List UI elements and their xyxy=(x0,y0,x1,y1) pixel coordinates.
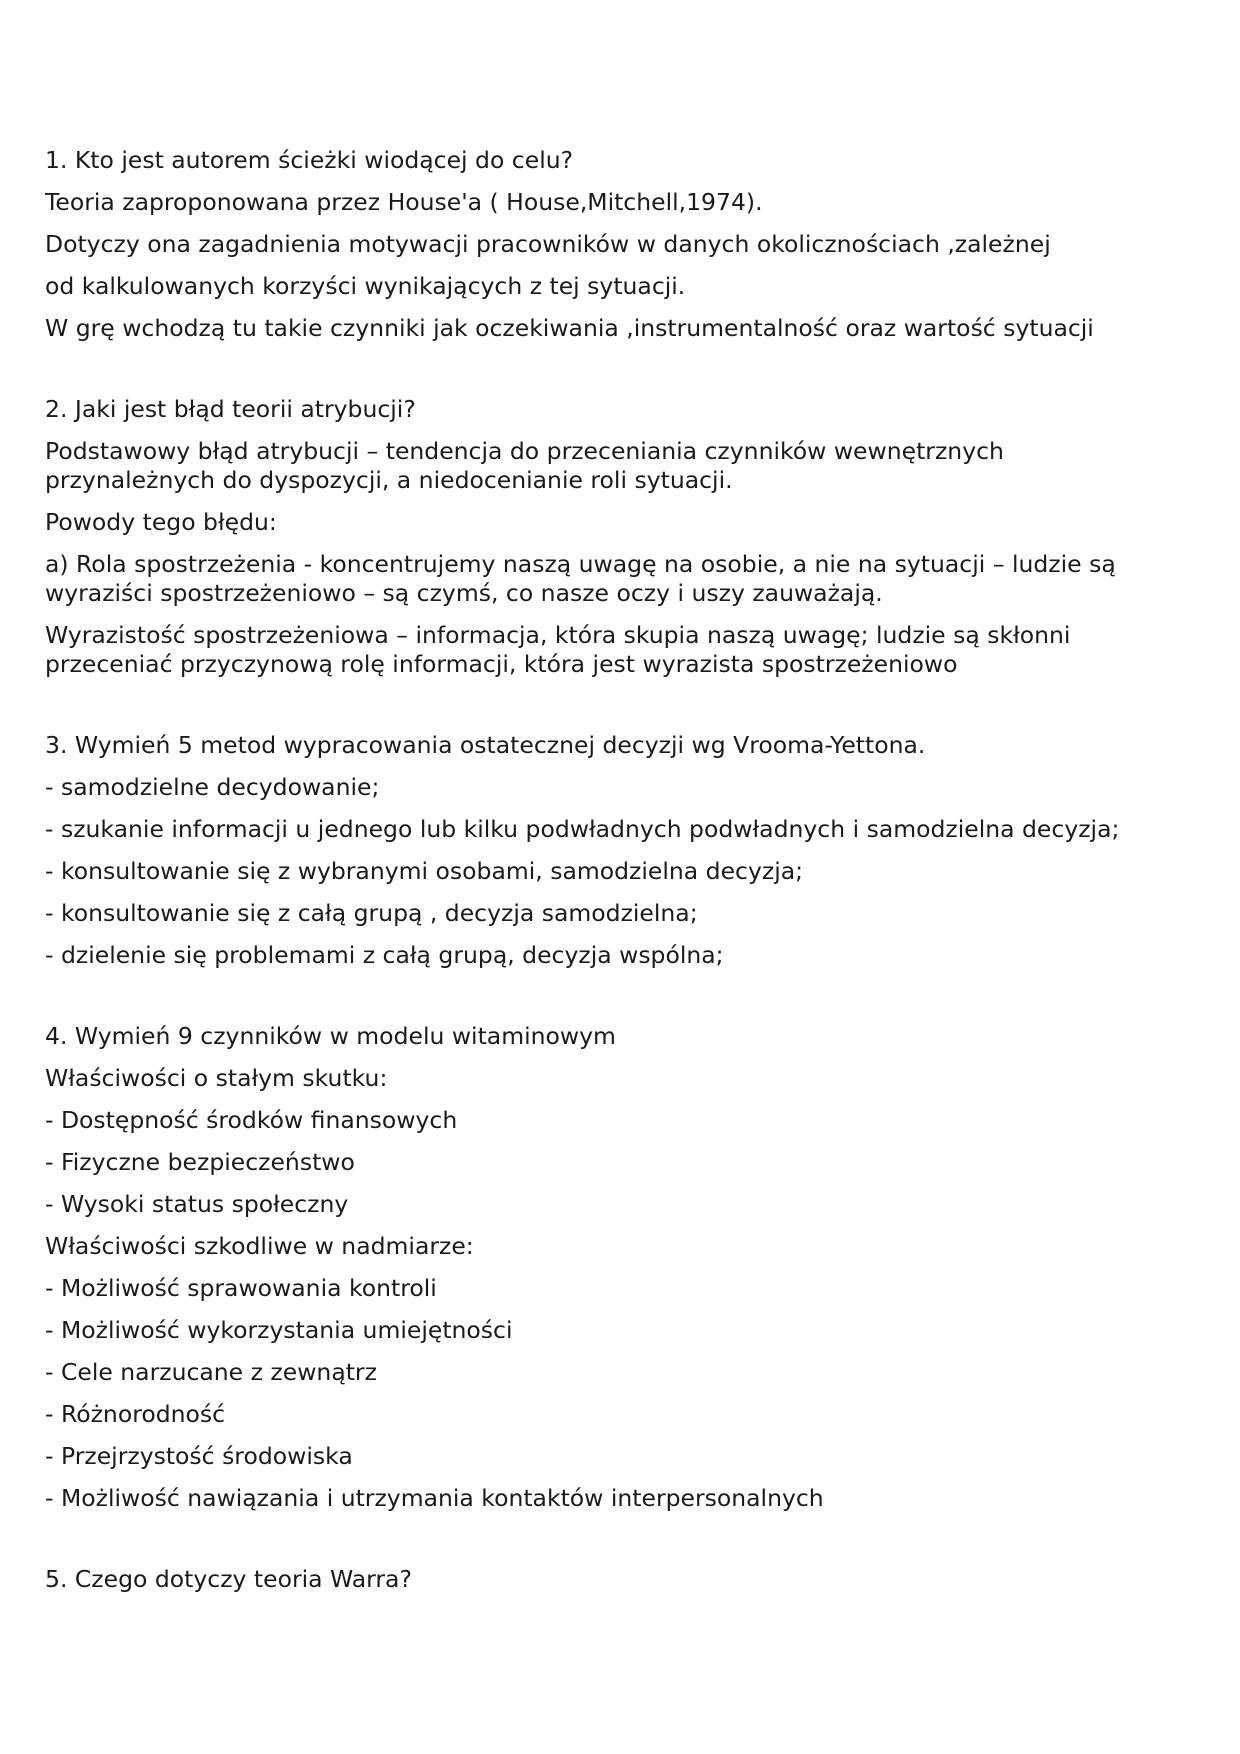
list-item: - szukanie informacji u jednego lub kilku podwładnych podwładnych i samodzielna decyzja; xyxy=(45,815,1120,843)
list-item: - Możliwość wykorzystania umiejętności xyxy=(45,1316,513,1344)
paragraph-line: przynależnych do dyspozycji, a niedocenianie roli sytuacji. xyxy=(45,466,733,494)
list-item: - Możliwość sprawowania kontroli xyxy=(45,1274,437,1302)
list-item: - Fizyczne bezpieczeństwo xyxy=(45,1148,355,1176)
paragraph-line: Podstawowy błąd atrybucji – tendencja do przeceniania czynników wewnętrznych xyxy=(45,437,1004,465)
section-gap xyxy=(45,356,1215,395)
section-2 xyxy=(45,395,1215,679)
answer-line: od kalkulowanych korzyści wynikających z tej sytuacji. xyxy=(45,272,686,300)
answer-line: Dotyczy ona zagadnienia motywacji pracowników w danych okolicznościach ,zależnej xyxy=(45,230,1051,258)
answer-paragraph xyxy=(45,550,1215,608)
section-4 xyxy=(45,1022,1215,1513)
list-item: - Przejrzystość środowiska xyxy=(45,1442,353,1470)
list-item: - Możliwość nawiązania i utrzymania kontaktów interpersonalnych xyxy=(45,1484,824,1512)
question-heading: 3. Wymień 5 metod wypracowania ostatecznej decyzji wg Vrooma-Yettona. xyxy=(45,731,926,759)
document-page xyxy=(45,146,1215,1607)
subheading: Właściwości o stałym skutku: xyxy=(45,1064,388,1092)
list-item: - Wysoki status społeczny xyxy=(45,1190,349,1218)
list-item: - samodzielne decydowanie; xyxy=(45,773,380,801)
question-heading: 2. Jaki jest błąd teorii atrybucji? xyxy=(45,395,416,423)
answer-line: Teoria zaproponowana przez House'a ( House,Mitchell,1974). xyxy=(45,188,763,216)
list-item: - Różnorodność xyxy=(45,1400,226,1428)
list-item: - konsultowanie się z całą grupą , decyzja samodzielna; xyxy=(45,899,698,927)
section-gap xyxy=(45,983,1215,1022)
question-heading: 1. Kto jest autorem ścieżki wiodącej do celu? xyxy=(45,146,574,174)
answer-paragraph xyxy=(45,621,1215,679)
list-item: - Dostępność środków finansowych xyxy=(45,1106,458,1134)
section-1 xyxy=(45,146,1215,343)
list-item: - Cele narzucane z zewnątrz xyxy=(45,1358,377,1386)
answer-line: W grę wchodzą tu takie czynniki jak oczekiwania ,instrumentalność oraz wartość sytuacji xyxy=(45,314,1094,342)
section-gap xyxy=(45,692,1215,731)
paragraph-line: Powody tego błędu: xyxy=(45,508,277,536)
paragraph-line: a) Rola spostrzeżenia - koncentrujemy naszą uwagę na osobie, a nie na sytuacji – ludzie są xyxy=(45,550,1116,578)
list-item: - konsultowanie się z wybranymi osobami, samodzielna decyzja; xyxy=(45,857,804,885)
subheading: Właściwości szkodliwe w nadmiarze: xyxy=(45,1232,474,1260)
question-heading: 4. Wymień 9 czynników w modelu witaminowym xyxy=(45,1022,616,1050)
section-gap xyxy=(45,1526,1215,1565)
list-item: - dzielenie się problemami z całą grupą, decyzja wspólna; xyxy=(45,941,724,969)
paragraph-line: wyraziści spostrzeżeniowo – są czymś, co nasze oczy i uszy zauważają. xyxy=(45,579,883,607)
answer-paragraph xyxy=(45,437,1215,495)
paragraph-line: Wyrazistość spostrzeżeniowa – informacja, która skupia naszą uwagę; ludzie są skłonni xyxy=(45,621,1071,649)
answer-paragraph xyxy=(45,508,1215,537)
section-3 xyxy=(45,731,1215,970)
question-heading: 5. Czego dotyczy teoria Warra? xyxy=(45,1565,412,1593)
paragraph-line: przeceniać przyczynową rolę informacji, która jest wyrazista spostrzeżeniowo xyxy=(45,650,958,678)
section-5 xyxy=(45,1565,1215,1594)
